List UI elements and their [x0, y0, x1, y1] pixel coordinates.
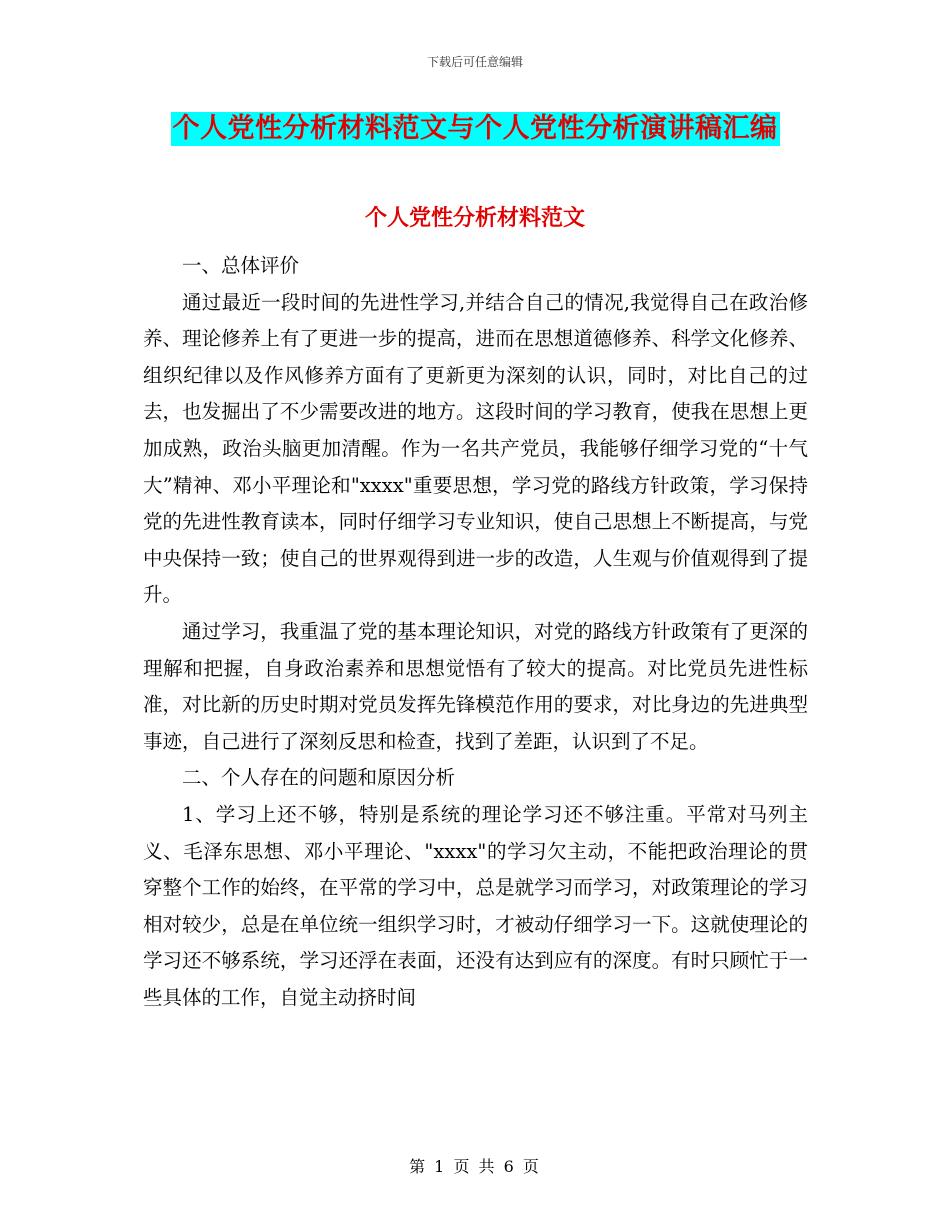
heading-problems-analysis: 二、个人存在的问题和原因分析	[182, 766, 456, 790]
main-title-wrap	[0, 112, 950, 146]
heading-overall-evaluation: 一、总体评价	[182, 254, 300, 277]
paragraph: 通过最近一段时间的先进性学习,并结合自己的情况,我觉得自己在政治修养、理论修养上有了更进一步的提高，进而在思想道德修养、科学文化修养、组织纪律以及作风修养方面有了更新更为深刻的认识，同时，对比自己的过去，也发掘出了不少需要改进的地方。这段时间的学习教育，使我在思想上更加成熟，政治头脑更加清醒。作为一名共产党员，我能够仔细学习党的“十气大”精神、邓小平理论和"xxxx"重要思想，学习党的路线方针政策，学习保持党的先进性教育读本，同时仔细学习专业知识，使自己思想上不断提高，与党中央保持一致；使自己的世界观得到进一步的改造，人生观与价值观得到了提升。	[143, 290, 808, 607]
body-text	[143, 248, 808, 1016]
paragraph: 通过学习，我重温了党的基本理论知识，对党的路线方针政策有了更深的理解和把握，自身政治素养和思想觉悟有了较大的提高。对比党员先进性标准，对比新的历史时期对党员发挥先锋模范作用的要求，对比身边的先进典型事迹，自己进行了深刻反思和检查，找到了差距，认识到了不足。	[143, 619, 808, 753]
main-title: 个人党性分析材料范文与个人党性分析演讲稿汇编	[172, 113, 778, 144]
paragraph: 1、学习上还不够，特别是系统的理论学习还不够注重。平常对马列主义、毛泽东思想、邓小平理论、"xxxx"的学习欠主动，不能把政治理论的贯穿整个工作的始终，在平常的学习中，总是就学习而学习，对政策理论的学习相对较少，总是在单位统一组织学习时，才被动仔细学习一下。这就使理论的学习还不够系统，学习还浮在表面，还没有达到应有的深度。有时只顾忙于一些具体的工作，自觉主动挤时间	[143, 802, 808, 1009]
section-title: 个人党性分析材料范文	[364, 205, 585, 231]
page-footer: 第 1 页 共 6 页	[409, 1157, 541, 1176]
header-note: 下载后可任意编辑	[426, 55, 523, 69]
